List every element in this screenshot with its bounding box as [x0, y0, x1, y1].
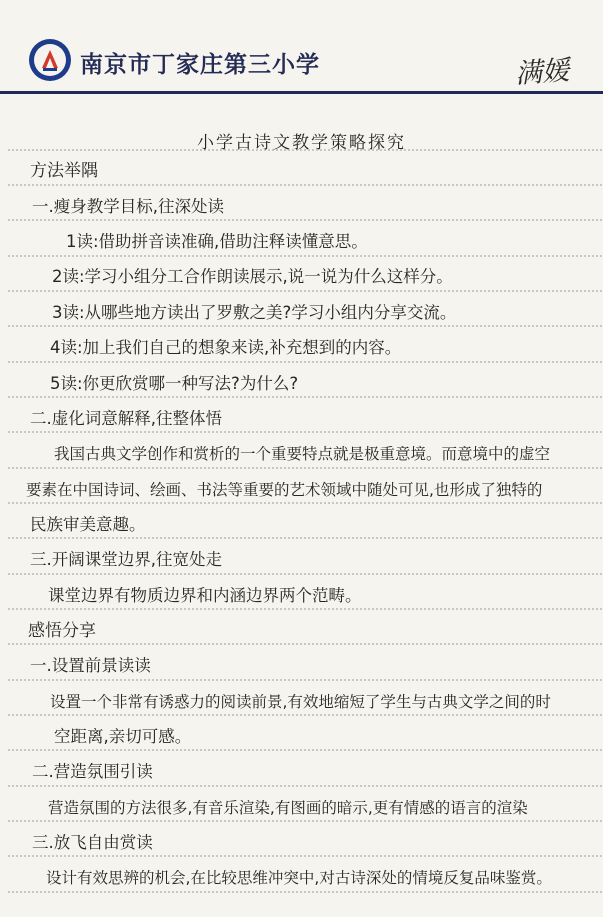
- header-divider: [0, 91, 603, 94]
- subsection-heading: 二.营造氛围引读: [32, 762, 153, 781]
- text-line: 设计有效思辨的机会,在比较思维冲突中,对古诗深处的情境反复品味鉴赏。: [46, 869, 552, 887]
- text-line: 课堂边界有物质边界和内涵边界两个范畴。: [48, 586, 362, 605]
- section-heading: 感悟分享: [28, 621, 96, 641]
- author-name: 满媛: [514, 55, 571, 90]
- text-line: 我国古典文学创作和赏析的一个重要特点就是极重意境。而意境中的虚空: [54, 445, 551, 463]
- text-line: 设置一个非常有诱惑力的阅读前景,有效地缩短了学生与古典文学之间的时: [50, 693, 551, 711]
- text-line: 4读:加上我们自己的想象来读,补充想到的内容。: [50, 338, 402, 357]
- text-line: 2读:学习小组分工合作朗读展示,说一说为什么这样分。: [52, 267, 453, 286]
- essay-title: 小学古诗文教学策略探究: [197, 133, 406, 153]
- subsection-heading: 一.设置前景读读: [30, 656, 151, 675]
- text-line: 民族审美意趣。: [30, 515, 146, 534]
- text-line: 要素在中国诗词、绘画、书法等重要的艺术领域中随处可见,也形成了独特的: [26, 481, 543, 499]
- text-line: 空距离,亲切可感。: [54, 727, 192, 746]
- subsection-heading: 三.放飞自由赏读: [32, 833, 153, 852]
- subsection-heading: 二.虚化词意解释,往整体悟: [30, 409, 222, 428]
- text-line: 3读:从哪些地方读出了罗敷之美?学习小组内分享交流。: [52, 303, 457, 322]
- school-name: 南京市丁家庄第三小学: [80, 51, 320, 78]
- text-line: 5读:你更欣赏哪一种写法?为什么?: [50, 374, 299, 393]
- school-emblem-icon: [28, 38, 72, 82]
- subsection-heading: 三.开阔课堂边界,往宽处走: [30, 550, 222, 569]
- section-heading: 方法举隅: [30, 161, 98, 181]
- subsection-heading: 一.瘦身教学目标,往深处读: [32, 197, 224, 216]
- text-line: 1读:借助拼音读准确,借助注释读懂意思。: [66, 232, 368, 251]
- letterhead: [0, 0, 603, 96]
- text-line: 营造氛围的方法很多,有音乐渲染,有图画的暗示,更有情感的语言的渲染: [48, 799, 528, 817]
